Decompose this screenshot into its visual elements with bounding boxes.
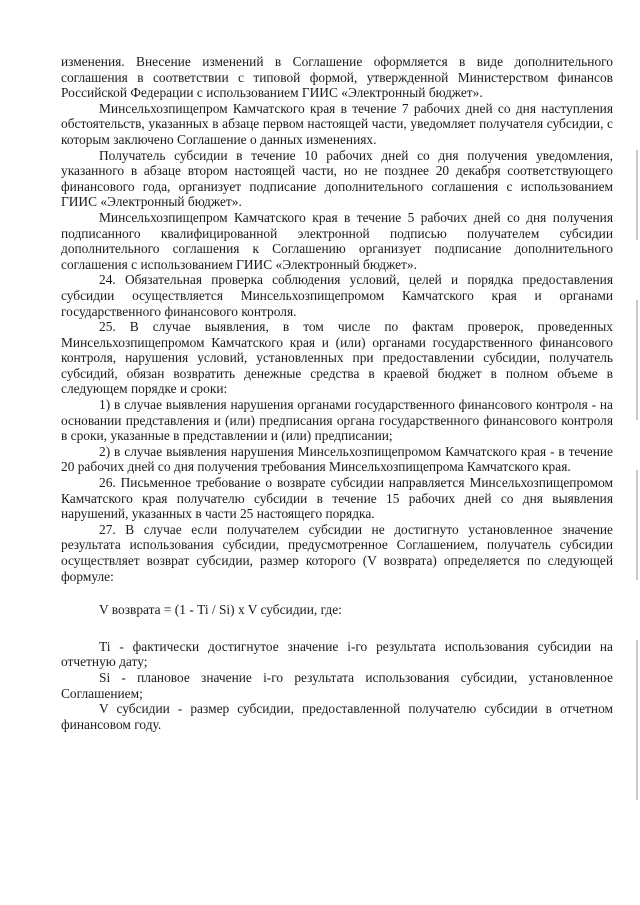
definition-v-subsidy: V субсидии - размер субсидии, предоставленной получателю субсидии в отчетном финансовом году.: [61, 701, 613, 732]
paragraph: Минсельхозпищепром Камчатского края в течение 5 рабочих дней со дня получения подписанного квалифицированной электронной подписью получателем субсидии дополнительного соглашения к Соглашению организует подписание дополнительного соглашения с использованием ГИИС «Электронный бюджет».: [61, 209, 613, 272]
definition-si: Si - плановое значение i-го результата использования субсидии, установленное Соглашением;: [61, 669, 613, 701]
scan-edge-mark: [636, 640, 638, 800]
formula: V возврата = (1 - Ti / Si) x V субсидии, где:: [99, 602, 342, 618]
paragraph: 2) в случае выявления нарушения Минсельхозпищепромом Камчатского края - в течение 20 рабочих дней со дня получения требования Минсельхозпищепрома Камчатского края.: [61, 443, 613, 475]
formula-definitions: [61, 639, 613, 733]
document-body: [61, 54, 613, 732]
paragraph: Получатель субсидии в течение 10 рабочих дней со дня получения уведомления, указанного в абзаце втором настоящей части, но не позднее 20 декабря соответствующего финансового года, организует подписание дополнительного соглашения с использованием ГИИС «Электронный бюджет».: [61, 147, 613, 210]
paragraph: Минсельхозпищепром Камчатского края в течение 7 рабочих дней со дня наступления обстоятельств, указанных в абзаце первом настоящей части, уведомляет получателя субсидии, с которым заключено Соглашение о данных изменениях.: [61, 100, 613, 147]
paragraph: изменения. Внесение изменений в Соглашение оформляется в виде дополнительного соглашения в соответствии с типовой формой, утвержденной Министерством финансов Российской Федерации с использованием ГИИС «Электронный бюджет».: [61, 54, 613, 101]
paragraph: 1) в случае выявления нарушения органами государственного финансового контроля - на основании представления и (или) предписания органа государственного финансового контроля в сроки, указанные в представлении и (или) предписании;: [61, 397, 613, 444]
scan-edge-mark: [636, 150, 638, 240]
paragraph: 24. Обязательная проверка соблюдения условий, целей и порядка предоставления субсидии осуществляется Минсельхозпищепромом Камчатского края и органами государственного финансового контроля.: [61, 272, 613, 319]
scan-edge-mark: [636, 300, 638, 420]
definition-ti: Ti - фактически достигнутое значение i-го результата использования субсидии на отчетную дату;: [61, 638, 613, 670]
paragraph: 25. В случае выявления, в том числе по фактам проверок, проведенных Минсельхозпищепромом Камчатского края и (или) органами государственного финансового контроля, нарушения условий, установленных при предоставлении субсидии, получатель субсидий, обязан возвратить денежные средства в краевой бюджет в полном объеме в следующем порядке и сроки:: [61, 319, 613, 397]
scan-edge-mark: [636, 470, 638, 580]
paragraph: 27. В случае если получателем субсидии не достигнуто установленное значение результата использования субсидии, предусмотренное Соглашением, получатель субсидии осуществляет возврат субсидии, размер которого (V возврата) определяется по следующей формуле:: [61, 521, 613, 584]
paragraph: 26. Письменное требование о возврате субсидии направляется Минсельхозпищепромом Камчатского края получателю субсидии в течение 15 рабочих дней со дня выявления нарушений, указанных в части 25 настоящего порядка.: [61, 475, 613, 522]
